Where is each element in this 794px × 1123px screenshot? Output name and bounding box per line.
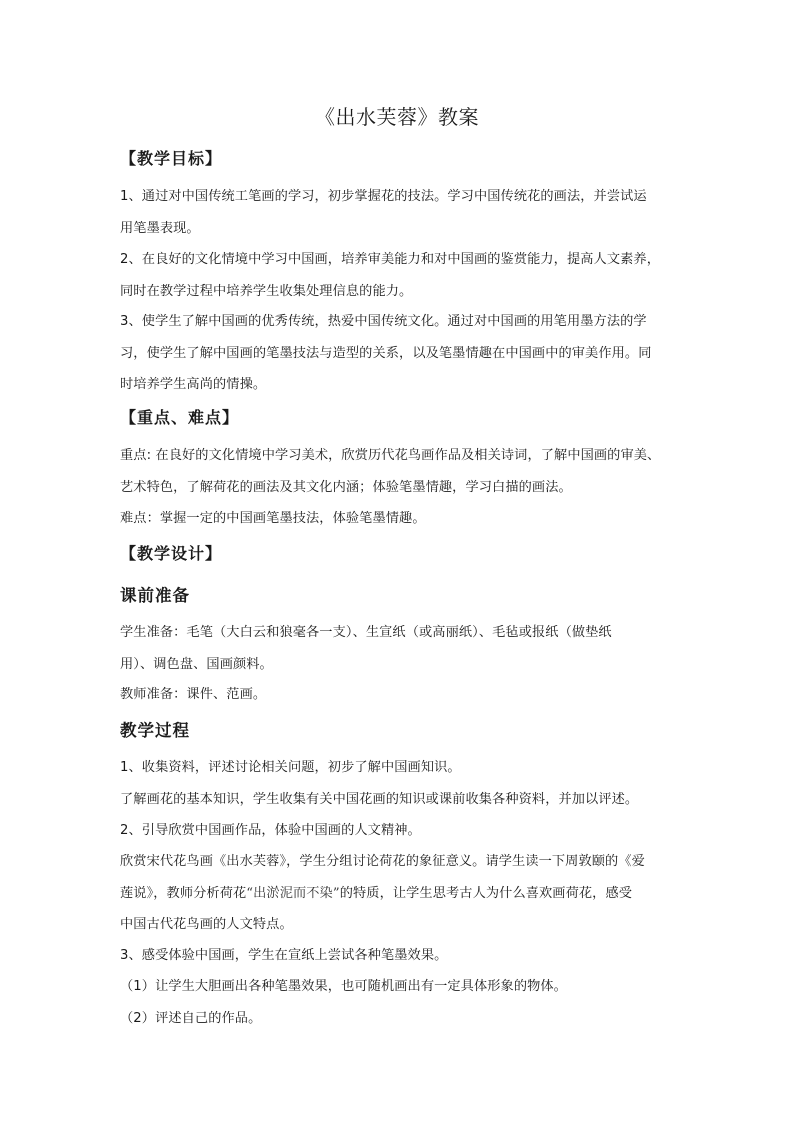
process-step-1: 1、收集资料，评述讨论相关问题，初步了解中国画知识。 bbox=[120, 760, 461, 775]
objective-3-line-3: 时培养学生高尚的情操。 bbox=[120, 377, 267, 392]
step-2-detail-line-2-pre: 莲说》，教师分析荷花 bbox=[120, 885, 247, 901]
process-step-3-b: （2）评述自己的作品。 bbox=[120, 1011, 262, 1026]
objective-2-line-2: 同时在教学过程中培养学生收集处理信息的能力。 bbox=[120, 283, 413, 299]
objective-3-line-1: 3、使学生了解中国画的优秀传统，热爱中国传统文化。通过对中国画的用笔用墨方法的学 bbox=[120, 314, 647, 329]
key-point-line-2: 艺术特色，了解荷花的画法及其文化内涵；体验笔墨情趣，学习白描的画法。 bbox=[120, 479, 572, 495]
student-preparation-line-1: 学生准备：毛笔（大白云和狼毫各一支）、生宣纸（或高丽纸）、毛毡或报纸（做垫纸 bbox=[120, 625, 612, 640]
preparation-heading: 课前准备 bbox=[120, 586, 190, 605]
process-step-3: 3、感受体验中国画，学生在宣纸上尝试各种笔墨效果。 bbox=[120, 948, 448, 963]
key-points-heading: 【重点、难点】 bbox=[120, 408, 240, 427]
lotus-quote: “出淤泥而不染” bbox=[246, 885, 340, 901]
student-preparation bbox=[120, 617, 680, 680]
process-heading: 教学过程 bbox=[120, 721, 190, 740]
student-preparation-line-2: 用）、调色盘、国画颜料。 bbox=[120, 656, 273, 672]
step-2-detail-line-2 bbox=[120, 878, 680, 910]
objective-item-1 bbox=[120, 181, 680, 244]
step-2-detail-line-2-post: 的特质，让学生思考古人为什么喜欢画荷花，感受 bbox=[339, 885, 633, 901]
teacher-preparation: 教师准备：课件、范画。 bbox=[120, 687, 267, 702]
objective-1-line-1: 1、通过对中国传统工笔画的学习，初步掌握花的技法。学习中国传统花的画法，并尝试运 bbox=[120, 189, 647, 204]
process-step-2-detail bbox=[120, 846, 680, 941]
objective-3-line-2: 习，使学生了解中国画的笔墨技法与造型的关系，以及笔墨情趣在中国画中的审美作用。同 bbox=[120, 345, 652, 361]
objective-2-line-1: 2、在良好的文化情境中学习中国画，培养审美能力和对中国画的鉴赏能力，提高人文素养， bbox=[120, 252, 660, 267]
objective-1-line-2: 用笔墨表现。 bbox=[120, 220, 200, 236]
objectives-heading: 【教学目标】 bbox=[120, 149, 223, 168]
document-title: 《出水芙蓉》教案 bbox=[315, 105, 479, 129]
step-2-detail-line-3: 中国古代花鸟画的人文特点。 bbox=[120, 917, 293, 932]
design-heading: 【教学设计】 bbox=[120, 544, 223, 563]
process-step-1-detail: 了解画花的基本知识，学生收集有关中国花画的知识或课前收集各种资料，并加以评述。 bbox=[120, 792, 639, 807]
key-point-text bbox=[120, 440, 680, 503]
difficulty-text: 难点：掌握一定的中国画笔墨技法，体验笔墨情趣。 bbox=[120, 511, 426, 526]
process-step-2: 2、引导欣赏中国画作品，体验中国画的人文精神。 bbox=[120, 823, 421, 838]
step-2-detail-line-1: 欣赏宋代花鸟画《出水芙蓉》，学生分组讨论荷花的象征意义。请学生读一下周敦颐的《爱 bbox=[120, 854, 645, 869]
objective-item-2 bbox=[120, 244, 680, 307]
process-step-3-a: （1）让学生大胆画出各种笔墨效果，也可随机画出有一定具体形象的物体。 bbox=[120, 979, 567, 994]
objective-item-3 bbox=[120, 306, 680, 401]
key-point-line-1: 重点: 在良好的文化情境中学习美术，欣赏历代花鸟画作品及相关诗词，了解中国画的审美、 bbox=[120, 448, 661, 463]
